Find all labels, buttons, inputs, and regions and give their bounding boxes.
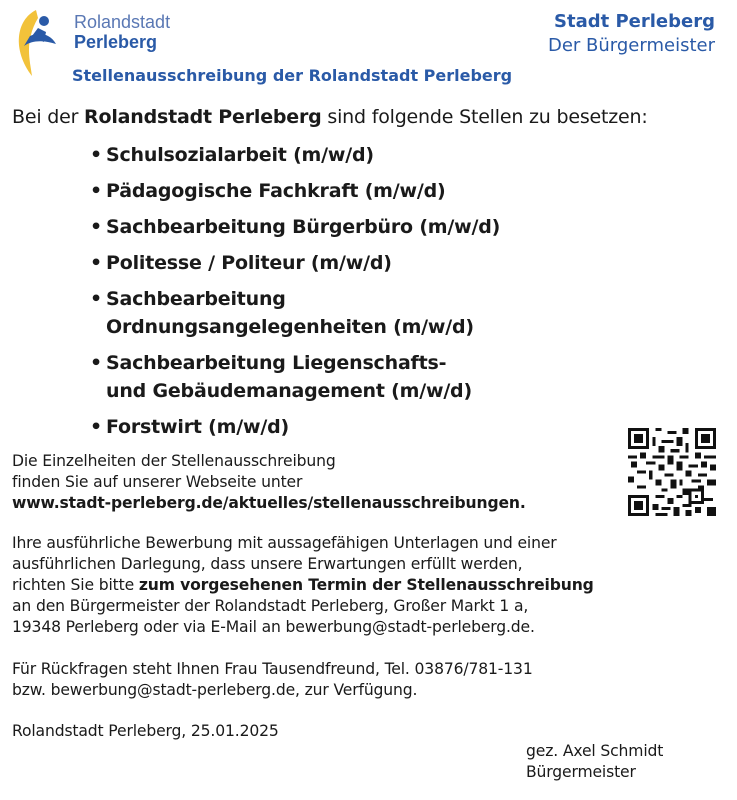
signature xyxy=(526,741,663,783)
intro-city: Rolandstadt Perleberg xyxy=(84,106,322,128)
application-line-3-pre: richten Sie bitte xyxy=(12,576,139,594)
logo-text xyxy=(74,12,170,52)
list-item xyxy=(90,177,610,205)
application-text xyxy=(12,533,594,638)
job-title: Schulsozialarbeit (m/w/d) xyxy=(106,144,374,166)
page-title: Stellenausschreibung der Rolandstadt Perleberg xyxy=(72,66,513,85)
list-item xyxy=(90,213,610,241)
details-text xyxy=(12,451,526,514)
job-title-cont: und Gebäudemanagement (m/w/d) xyxy=(106,380,472,402)
job-title: • Sachbearbeitung xyxy=(106,288,286,310)
logo-line-1: Rolandstadt xyxy=(74,12,171,32)
job-title: • Sachbearbeitung Liegenschafts- xyxy=(106,352,447,374)
list-item xyxy=(90,285,610,341)
qr-code-icon xyxy=(628,428,716,516)
place-date: Rolandstadt Perleberg, 25.01.2025 xyxy=(12,722,279,740)
issuer-office: Der Bürgermeister xyxy=(547,35,715,56)
details-line-2: finden Sie auf unserer Webseite unter xyxy=(12,473,303,491)
application-line-1: Ihre ausführliche Bewerbung mit aussagefähigen Unterlagen und einer xyxy=(12,534,557,552)
intro-text xyxy=(12,104,648,130)
application-line-3 xyxy=(12,575,594,596)
signature-name: gez. Axel Schmidt xyxy=(526,742,664,760)
list-item xyxy=(90,141,610,169)
job-title: Forstwirt (m/w/d) xyxy=(106,416,289,438)
application-line-4: an den Bürgermeister der Rolandstadt Perleberg, Großer Markt 1 a, xyxy=(12,597,529,615)
issuer-city: Stadt Perleberg xyxy=(554,11,715,32)
issuer-block xyxy=(548,10,715,58)
job-title: Pädagogische Fachkraft (m/w/d) xyxy=(106,180,446,202)
application-line-5: 19348 Perleberg oder via E-Mail an bewerbung@stadt-perleberg.de. xyxy=(12,618,535,636)
job-list xyxy=(90,141,610,449)
list-item xyxy=(90,413,610,441)
application-deadline: zum vorgesehenen Termin der Stellenausschreibung xyxy=(138,576,594,594)
intro-post: sind folgende Stellen zu besetzen: xyxy=(321,106,648,128)
list-item xyxy=(90,349,610,405)
job-title: Sachbearbeitung Bürgerbüro (m/w/d) xyxy=(106,216,501,238)
details-url[interactable]: www.stadt-perleberg.de/aktuelles/stellenausschreibungen. xyxy=(12,494,526,512)
contact-line-2: bzw. bewerbung@stadt-perleberg.de, zur Verfügung. xyxy=(12,681,418,699)
list-item xyxy=(90,249,610,277)
city-logo-icon xyxy=(10,6,70,84)
details-line-1: Die Einzelheiten der Stellenausschreibung xyxy=(12,452,336,470)
logo-line-2: Perleberg xyxy=(74,32,158,52)
contact-line-1: Für Rückfragen steht Ihnen Frau Tausendfreund, Tel. 03876/781-131 xyxy=(12,660,533,678)
contact-text xyxy=(12,659,533,701)
job-title: Politesse / Politeur (m/w/d) xyxy=(106,252,392,274)
intro-pre: Bei der xyxy=(12,106,85,128)
signature-role: Bürgermeister xyxy=(526,763,636,781)
application-line-2: ausführlichen Darlegung, dass unsere Erwartungen erfüllt werden, xyxy=(12,555,523,573)
job-title-cont: Ordnungsangelegenheiten (m/w/d) xyxy=(106,316,474,338)
